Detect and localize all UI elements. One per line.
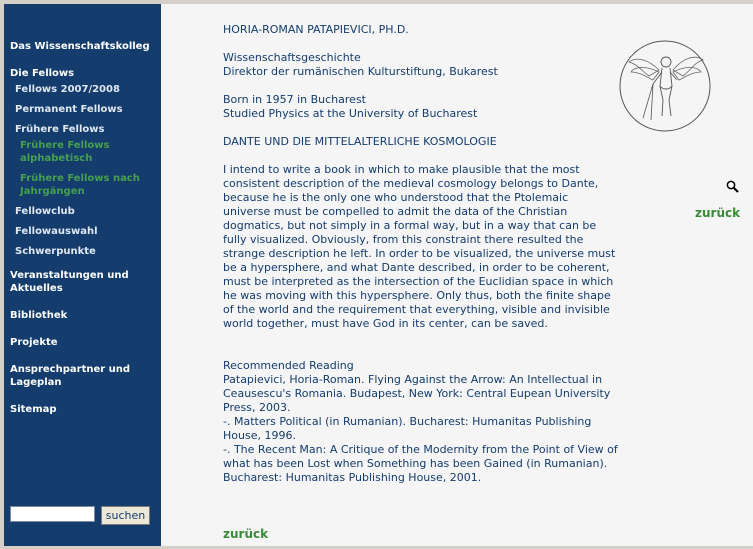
reading-item: -. The Recent Man: A Critique of the Modernity from the Point of View of what has been Lost when Something has been Gained (in Rumanian). (223, 443, 618, 470)
nav-fellowauswahl[interactable]: Fellowauswahl (15, 226, 98, 237)
search-button[interactable]: suchen (101, 506, 150, 525)
nav-fellowclub[interactable]: Fellowclub (15, 206, 75, 217)
magnifier-icon[interactable] (726, 180, 739, 193)
nav-permanent-fellows[interactable]: Permanent Fellows (15, 104, 123, 115)
fellow-field: Wissenschaftsgeschichte (223, 51, 361, 64)
project-title: DANTE UND DIE MITTELALTERLICHE KOSMOLOGIE (223, 135, 497, 148)
reading-heading: Recommended Reading (223, 359, 354, 372)
back-link-bottom[interactable]: zurück (223, 527, 269, 541)
nav-bibliothek[interactable]: Bibliothek (10, 310, 68, 321)
main-content (161, 4, 753, 546)
reading-item: Bucharest: Humanitas Publishing House, 2001. (223, 471, 482, 484)
nav-die-fellows[interactable]: Die Fellows (10, 68, 75, 79)
fellow-born: Born in 1957 in Bucharest (223, 93, 366, 106)
nav-fruehere-fellows[interactable]: Frühere Fellows (15, 124, 105, 135)
back-link-top[interactable]: zurück (695, 206, 741, 220)
fellow-name: HORIA-ROMAN PATAPIEVICI, PH.D. (223, 23, 409, 36)
reading-item: -. Matters Political (in Rumanian). Bucharest: Humanitas Publishing House, 1996. (223, 415, 592, 442)
angel-seal-logo (619, 40, 711, 132)
nav-fruehere-fellows-jahrgaenge[interactable]: Frühere Fellows nach Jahrgängen (20, 173, 140, 197)
fellow-affiliation (223, 51, 618, 79)
nav-wissenschaftskolleg[interactable]: Das Wissenschaftskolleg (10, 41, 150, 52)
nav-ansprechpartner[interactable]: Ansprechpartner und Lageplan (10, 364, 131, 388)
nav-projekte[interactable]: Projekte (10, 337, 58, 348)
recommended-reading (223, 359, 618, 485)
nav-fellows-2007-2008[interactable]: Fellows 2007/2008 (15, 84, 120, 95)
nav-veranstaltungen[interactable]: Veranstaltungen und Aktuelles (10, 270, 129, 294)
fellow-studied: Studied Physics at the University of Bucharest (223, 107, 478, 120)
project-description: I intend to write a book in which to make plausible that the most consistent description of the medieval cosmology belongs to Dante, because he is the only one who understood that the Ptolemaic universe must be compelled to admit the data of the Christian dogmatics, but not simply in a formal way, but in a way that can be fully visualized. Obviously, from this constraint there resulted the strange description he left. In order to be visualized, the universe must be a hypersphere, and what Dante described, in order to be coherent, must be interpreted as the intersection of the Euclidian space in which he was moving with this hypersphere. Only thus, both the finite shape of the world and the requirement that everything, visible and invisible world together, must have God in its center, can be saved. (223, 163, 616, 330)
nav-schwerpunkte[interactable]: Schwerpunkte (15, 246, 96, 257)
fellow-bio (223, 93, 618, 121)
fellow-position: Direktor der rumänischen Kulturstiftung, Bukarest (223, 65, 498, 78)
reading-item: Patapievici, Horia-Roman. Flying Against the Arrow: An Intellectual in Ceausescu's Romania. Budapest, New York: Central Eupean University Press, 2003. (223, 373, 611, 414)
search-input[interactable] (10, 506, 95, 522)
nav-sitemap[interactable]: Sitemap (10, 404, 57, 415)
nav-fruehere-fellows-alphabetisch[interactable]: Frühere Fellows alphabetisch (20, 140, 110, 164)
sidebar (4, 4, 161, 546)
